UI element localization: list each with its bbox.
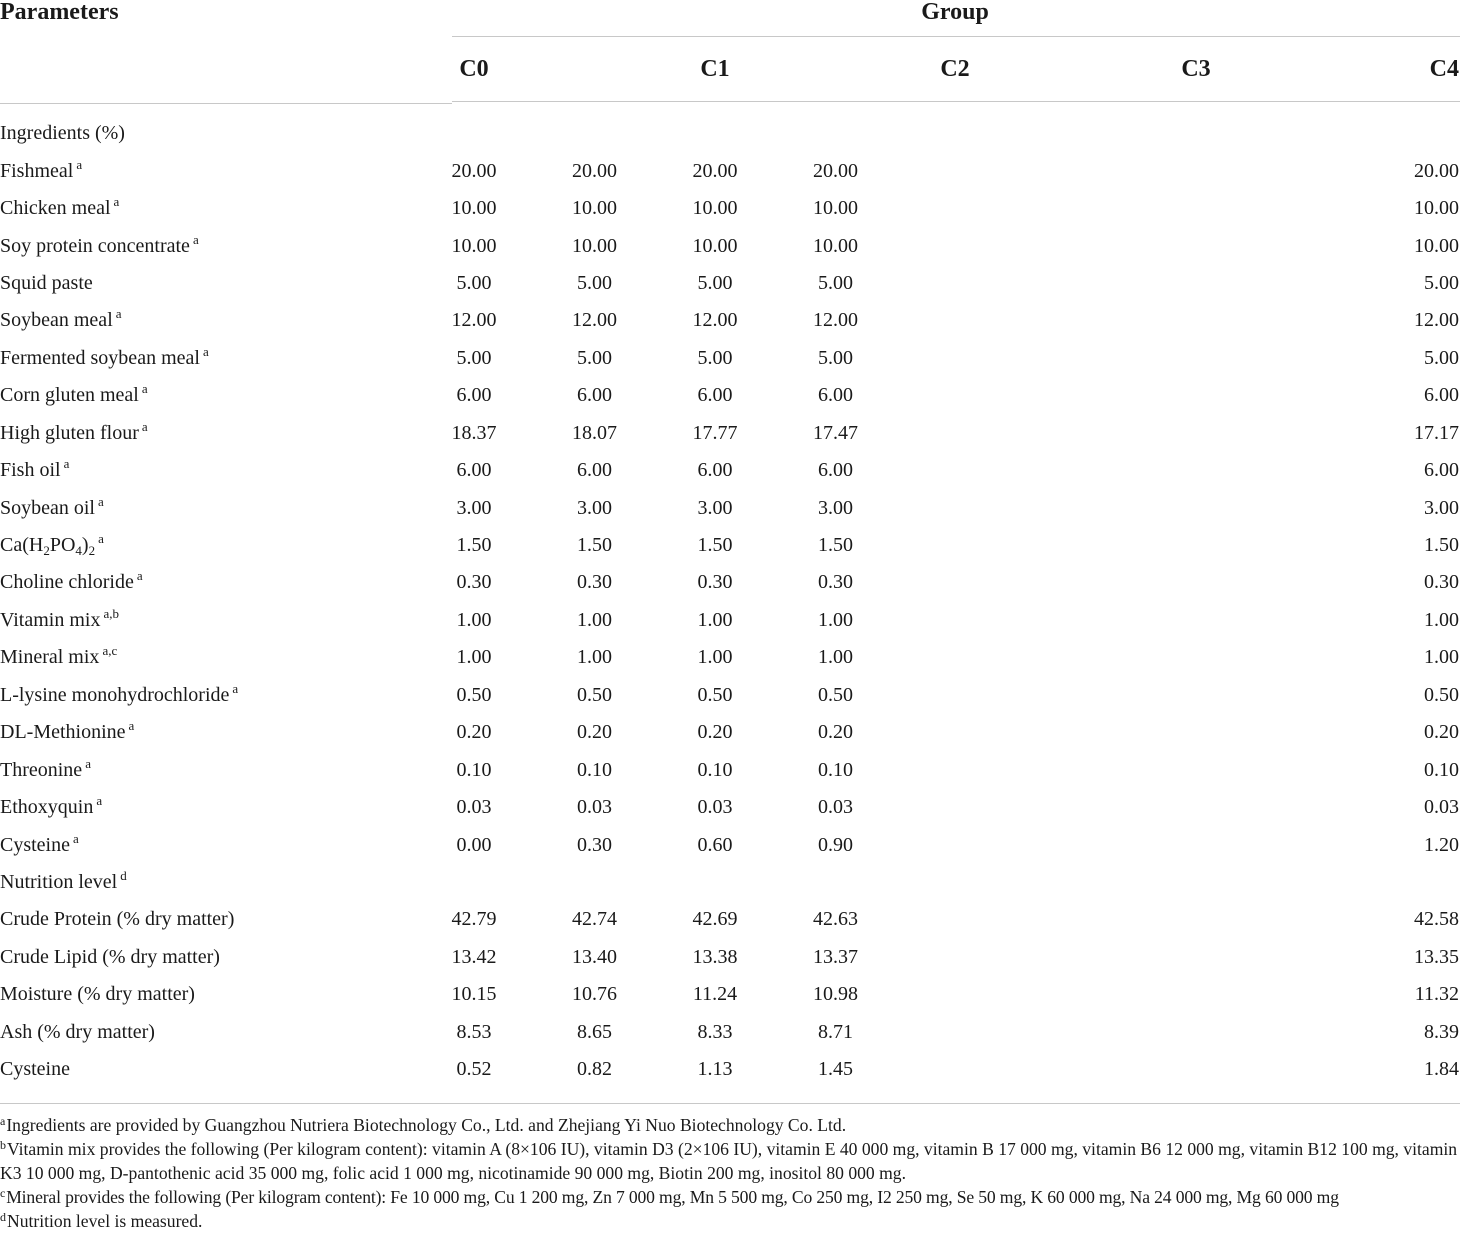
row-label: Ash (% dry matter) [0, 1020, 155, 1043]
cell-c0: 0.30 [456, 571, 492, 594]
header-rule-left [0, 103, 452, 104]
cell-c0: 10.00 [451, 197, 497, 220]
cell-c3: 6.00 [818, 459, 853, 482]
cell-c0: 18.37 [451, 421, 497, 444]
footnote-mark: d [0, 1210, 6, 1224]
group-divider [452, 36, 1460, 37]
cell-c3: 10.00 [813, 234, 858, 257]
cell-c3: 42.63 [813, 908, 858, 931]
empty-cell [775, 864, 896, 901]
footnote-marker: a [232, 680, 239, 696]
empty-cell [1016, 864, 1460, 901]
table-row [0, 190, 1460, 227]
footnote-marker: a [202, 343, 209, 359]
cell-c1: 1.00 [577, 608, 612, 631]
spacer-cell [896, 1051, 1016, 1088]
cell-c4: 1.84 [1424, 1058, 1459, 1081]
footnote-c [0, 1185, 1460, 1209]
table-row [0, 265, 1460, 302]
cell-c3: 0.30 [818, 571, 853, 594]
footnote-marker: a [141, 381, 148, 397]
empty-cell [534, 115, 655, 152]
row-label: DL-Methionine [0, 721, 126, 744]
table-bottom-rule [0, 1103, 1460, 1104]
row-label: Soybean oil [0, 496, 95, 519]
table-row [0, 901, 1460, 938]
row-label-cell [0, 227, 414, 264]
cell-c0: 0.03 [456, 796, 492, 819]
row-label-cell [0, 190, 414, 227]
footnote-mark: c [0, 1186, 6, 1200]
footnote-text: Mineral provides the following (Per kilogram content): Fe 10 000 mg, Cu 1 200 mg, Zn 7 000 mg, Mn 5 500 mg, Co 250 mg, I2 250 mg, Se 50 mg, K 60 000 mg, Na 24 000 mg, Mg 60 000 mg [6, 1187, 1339, 1207]
cell-c4: 1.00 [1424, 646, 1459, 669]
cell-c4: 0.03 [1424, 796, 1459, 819]
column-header-c3: C3 [1181, 56, 1211, 82]
footnote-marker: a [76, 156, 83, 172]
section-title: Ingredients (%) [0, 122, 125, 145]
cell-c0: 3.00 [456, 496, 492, 519]
label-part: Ca(H [0, 534, 44, 557]
table-row [0, 340, 1460, 377]
footnote-marker: a [85, 755, 91, 771]
cell-c2: 1.00 [697, 608, 733, 631]
section-title: Nutrition level [0, 870, 118, 893]
spacer-cell [896, 302, 1016, 339]
row-label: Fermented soybean meal [0, 346, 200, 369]
cell-c4: 42.58 [1414, 908, 1459, 931]
row-label: Moisture (% dry matter) [0, 983, 195, 1006]
spacer-cell [896, 714, 1016, 751]
table-row [0, 714, 1460, 751]
cell-c2: 0.03 [697, 796, 733, 819]
empty-cell [534, 864, 655, 901]
row-label-cell [0, 826, 414, 863]
parameters-header: Parameters [0, 0, 119, 25]
footnote-b [0, 1137, 1460, 1185]
footnote-text: Ingredients are provided by Guangzhou Nutriera Biotechnology Co., Ltd. and Zhejiang Yi Nuo Biotechnology Co. Ltd. [6, 1115, 847, 1135]
cell-c2: 20.00 [692, 159, 738, 182]
cell-c2: 8.33 [697, 1020, 733, 1043]
footnote-marker: a [115, 306, 122, 322]
cell-c1: 6.00 [577, 384, 612, 407]
cell-c0: 0.00 [456, 833, 492, 856]
spacer-cell [896, 564, 1016, 601]
header-rule-right [452, 101, 1460, 102]
spacer-cell [896, 639, 1016, 676]
column-header-c0: C0 [459, 56, 489, 82]
footnotes [0, 1113, 1460, 1233]
cell-c1: 0.82 [577, 1058, 612, 1081]
cell-c0: 20.00 [451, 159, 497, 182]
cell-c3: 10.98 [813, 983, 858, 1006]
empty-cell [896, 864, 1016, 901]
table-row [0, 564, 1460, 601]
row-label-cell [0, 377, 414, 414]
table-row [0, 377, 1460, 414]
section-title-cell [0, 115, 414, 152]
row-label: Chicken meal [0, 197, 111, 220]
empty-cell [775, 115, 896, 152]
cell-c0: 8.53 [456, 1020, 492, 1043]
cell-c1: 10.00 [572, 234, 617, 257]
spacer-cell [896, 527, 1016, 564]
cell-c4: 0.50 [1424, 683, 1459, 706]
footnote-marker: a,c [102, 643, 118, 659]
cell-c0: 0.52 [456, 1058, 492, 1081]
cell-c2: 0.30 [697, 571, 733, 594]
row-label-cell [0, 452, 414, 489]
cell-c1: 20.00 [572, 159, 617, 182]
row-label: Ethoxyquin [0, 796, 94, 819]
cell-c2: 10.00 [692, 234, 738, 257]
cell-c1: 1.50 [577, 534, 612, 557]
cell-c4: 5.00 [1424, 271, 1459, 294]
table-row [0, 602, 1460, 639]
table-row [0, 939, 1460, 976]
footnote-marker: a [96, 793, 103, 809]
cell-c2: 13.38 [692, 945, 738, 968]
spacer-cell [896, 939, 1016, 976]
row-label: Soybean meal [0, 309, 113, 332]
table-row [0, 527, 1460, 564]
cell-c0: 1.00 [456, 646, 492, 669]
cell-c3: 8.71 [818, 1020, 853, 1043]
row-label: Fish oil [0, 459, 61, 482]
cell-c3: 5.00 [818, 271, 853, 294]
footnote-d [0, 1209, 1460, 1233]
row-label-cell [0, 602, 414, 639]
cell-c2: 42.69 [692, 908, 738, 931]
cell-c3: 20.00 [813, 159, 858, 182]
cell-c1: 5.00 [577, 271, 612, 294]
spacer-cell [896, 265, 1016, 302]
row-label: Fishmeal [0, 159, 74, 182]
row-label-cell [0, 976, 414, 1013]
cell-c1: 0.50 [577, 683, 612, 706]
row-label-cell [0, 564, 414, 601]
footnote-marker: a [141, 418, 148, 434]
spacer-cell [896, 340, 1016, 377]
spacer-cell [896, 901, 1016, 938]
table-row [0, 302, 1460, 339]
row-label-cell [0, 901, 414, 938]
cell-c4: 1.20 [1424, 833, 1459, 856]
table-row [0, 489, 1460, 526]
row-label-cell [0, 939, 414, 976]
cell-c2: 1.50 [697, 534, 733, 557]
footnote-marker: a [73, 830, 79, 846]
spacer-cell [896, 415, 1016, 452]
empty-cell [414, 115, 534, 152]
cell-c1: 0.10 [577, 758, 612, 781]
cell-c2: 0.10 [697, 758, 733, 781]
subscript: 2 [88, 543, 96, 559]
cell-c1: 0.30 [577, 571, 612, 594]
empty-cell [1016, 115, 1460, 152]
table-row [0, 1051, 1460, 1088]
footnote-marker: a [128, 718, 135, 734]
table-row [0, 789, 1460, 826]
footnote-marker: a [192, 231, 199, 247]
footnote-marker: a,b [103, 605, 119, 621]
cell-c3: 1.00 [818, 646, 853, 669]
cell-c3: 10.00 [813, 197, 858, 220]
subscript: 2 [43, 543, 50, 559]
cell-c0: 12.00 [451, 309, 497, 332]
row-label-cell [0, 415, 414, 452]
cell-c4: 0.10 [1424, 758, 1459, 781]
footnote-marker: d [120, 867, 127, 883]
cell-c0: 6.00 [456, 384, 492, 407]
footnote-a [0, 1113, 1460, 1137]
row-label-cell [0, 302, 414, 339]
cell-c1: 5.00 [577, 346, 612, 369]
footnote-text: Vitamin mix provides the following (Per kilogram content): vitamin A (8×106 IU), vitamin D3 (2×106 IU), vitamin E 40 000 mg, vitamin B 17 000 mg, vitamin B6 12 000 mg, vitamin B12 100 mg, vitamin K3 10 000 mg, D-pantothenic acid 35 000 mg, folic acid 1 000 mg, nicotinamide 90 000 mg, Biotin 200 mg, inositol 80 000 mg. [0, 1139, 1458, 1183]
table-row [0, 976, 1460, 1013]
section-row [0, 115, 1460, 152]
cell-c0: 5.00 [456, 271, 492, 294]
row-label-cell [0, 489, 414, 526]
column-header-c1: C1 [700, 56, 730, 82]
cell-c0: 0.10 [456, 758, 492, 781]
table-row [0, 452, 1460, 489]
spacer-cell [896, 976, 1016, 1013]
cell-c4: 1.50 [1424, 534, 1459, 557]
spacer-cell [896, 1014, 1016, 1051]
row-label: Crude Protein (% dry matter) [0, 908, 235, 931]
cell-c4: 8.39 [1424, 1020, 1459, 1043]
cell-c3: 13.37 [813, 945, 858, 968]
row-label: Corn gluten meal [0, 384, 139, 407]
cell-c4: 20.00 [1414, 159, 1459, 182]
row-label: Vitamin mix [0, 608, 101, 631]
cell-c0: 42.79 [451, 908, 497, 931]
empty-cell [655, 115, 775, 152]
cell-c4: 10.00 [1414, 197, 1459, 220]
cell-c2: 6.00 [697, 384, 733, 407]
row-label [0, 534, 96, 559]
cell-c2: 5.00 [697, 271, 733, 294]
empty-cell [896, 115, 1016, 152]
row-label-cell [0, 340, 414, 377]
cell-c3: 0.90 [818, 833, 853, 856]
row-label: Cysteine [0, 833, 70, 856]
cell-c1: 3.00 [577, 496, 612, 519]
cell-c4: 10.00 [1414, 234, 1459, 257]
table-row [0, 1014, 1460, 1051]
row-label-cell [0, 265, 414, 302]
cell-c0: 0.20 [456, 721, 492, 744]
spacer-cell [896, 452, 1016, 489]
table-row [0, 639, 1460, 676]
cell-c4: 11.32 [1414, 983, 1459, 1006]
spacer-cell [896, 826, 1016, 863]
footnote-marker: a [113, 194, 120, 210]
cell-c2: 0.50 [697, 683, 733, 706]
cell-c3: 1.00 [818, 608, 853, 631]
cell-c2: 0.60 [697, 833, 733, 856]
cell-c3: 1.45 [818, 1058, 853, 1081]
label-part: ) [81, 534, 89, 557]
cell-c1: 1.00 [577, 646, 612, 669]
cell-c4: 6.00 [1424, 459, 1459, 482]
row-label-cell [0, 714, 414, 751]
spacer-cell [896, 489, 1016, 526]
cell-c2: 1.13 [697, 1058, 733, 1081]
row-label-cell [0, 639, 414, 676]
cell-c1: 12.00 [572, 309, 617, 332]
footnote-marker: a [98, 493, 104, 509]
cell-c0: 13.42 [451, 945, 497, 968]
subscript: 4 [75, 543, 82, 559]
cell-c4: 0.30 [1424, 571, 1459, 594]
row-label: Soy protein concentrate [0, 234, 190, 257]
cell-c2: 12.00 [692, 309, 738, 332]
spacer-cell [896, 677, 1016, 714]
cell-c2: 17.77 [692, 421, 738, 444]
table-row [0, 677, 1460, 714]
footnote-marker: a [63, 456, 70, 472]
cell-c4: 6.00 [1424, 384, 1459, 407]
row-label-cell [0, 1051, 414, 1088]
cell-c0: 5.00 [456, 346, 492, 369]
cell-c0: 10.00 [451, 234, 497, 257]
cell-c0: 0.50 [456, 683, 492, 706]
section-row [0, 864, 1460, 901]
table-row [0, 152, 1460, 189]
row-label-cell [0, 677, 414, 714]
cell-c4: 5.00 [1424, 346, 1459, 369]
cell-c3: 6.00 [818, 384, 853, 407]
cell-c4: 1.00 [1424, 608, 1459, 631]
spacer-cell [896, 751, 1016, 788]
cell-c0: 1.50 [456, 534, 492, 557]
spacer-cell [896, 152, 1016, 189]
cell-c2: 11.24 [692, 983, 738, 1006]
label-part: PO [49, 534, 76, 557]
cell-c2: 5.00 [697, 346, 733, 369]
row-label-cell [0, 751, 414, 788]
cell-c3: 17.47 [813, 421, 858, 444]
footnote-text: Nutrition level is measured. [7, 1211, 203, 1231]
cell-c1: 6.00 [577, 459, 612, 482]
section-title-cell [0, 864, 414, 901]
row-label-cell [0, 789, 414, 826]
row-label: Threonine [0, 758, 83, 781]
cell-c2: 0.20 [697, 721, 733, 744]
column-header-c4: C4 [1429, 56, 1459, 82]
cell-c3: 12.00 [813, 309, 858, 332]
diet-composition-table [0, 115, 1460, 1088]
cell-c4: 12.00 [1414, 309, 1459, 332]
footnote-marker: a [98, 531, 104, 547]
cell-c3: 0.20 [818, 721, 853, 744]
row-label: Squid paste [0, 271, 93, 294]
table-row [0, 227, 1460, 264]
row-label: Choline chloride [0, 571, 134, 594]
row-label: Crude Lipid (% dry matter) [0, 945, 220, 968]
cell-c1: 10.76 [572, 983, 617, 1006]
cell-c2: 6.00 [697, 459, 733, 482]
group-header: Group [921, 0, 989, 25]
cell-c3: 3.00 [818, 496, 853, 519]
cell-c1: 0.30 [577, 833, 612, 856]
cell-c4: 0.20 [1424, 721, 1459, 744]
cell-c1: 0.03 [577, 796, 612, 819]
cell-c3: 0.03 [818, 796, 853, 819]
cell-c4: 13.35 [1414, 945, 1459, 968]
footnote-mark: b [0, 1138, 6, 1152]
spacer-cell [896, 377, 1016, 414]
cell-c3: 0.10 [818, 758, 853, 781]
cell-c1: 18.07 [572, 421, 617, 444]
cell-c2: 10.00 [692, 197, 738, 220]
cell-c4: 17.17 [1414, 421, 1459, 444]
spacer-cell [896, 227, 1016, 264]
table-row [0, 826, 1460, 863]
footnote-mark: a [0, 1114, 6, 1128]
cell-c4: 3.00 [1424, 496, 1459, 519]
row-label: Mineral mix [0, 646, 100, 669]
table-row [0, 751, 1460, 788]
cell-c3: 1.50 [818, 534, 853, 557]
cell-c1: 10.00 [572, 197, 617, 220]
row-label: Cysteine [0, 1058, 70, 1081]
row-label: L-lysine monohydrochloride [0, 683, 230, 706]
cell-c1: 13.40 [572, 945, 617, 968]
cell-c3: 5.00 [818, 346, 853, 369]
table-row [0, 415, 1460, 452]
cell-c1: 0.20 [577, 721, 612, 744]
row-label-cell [0, 152, 414, 189]
cell-c2: 3.00 [697, 496, 733, 519]
cell-c2: 1.00 [697, 646, 733, 669]
cell-c1: 42.74 [572, 908, 617, 931]
cell-c3: 0.50 [818, 683, 853, 706]
spacer-cell [896, 789, 1016, 826]
spacer-cell [896, 190, 1016, 227]
cell-c1: 8.65 [577, 1020, 612, 1043]
row-label-cell [0, 527, 414, 564]
footnote-marker: a [136, 568, 143, 584]
row-label: High gluten flour [0, 421, 139, 444]
cell-c0: 6.00 [456, 459, 492, 482]
cell-c0: 10.15 [451, 983, 497, 1006]
empty-cell [414, 864, 534, 901]
spacer-cell [896, 602, 1016, 639]
row-label-cell [0, 1014, 414, 1051]
column-header-c2: C2 [940, 56, 970, 82]
empty-cell [655, 864, 775, 901]
cell-c0: 1.00 [456, 608, 492, 631]
